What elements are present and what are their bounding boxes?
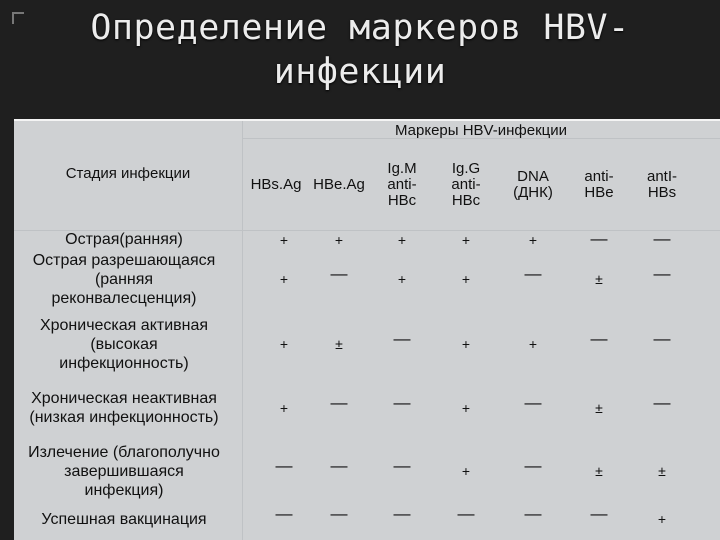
marker-value: — xyxy=(590,229,608,248)
marker-value: + xyxy=(461,463,471,479)
marker-value: — xyxy=(653,264,671,283)
marker-value: ± xyxy=(335,336,343,352)
column-header-line: HBe.Ag xyxy=(313,176,365,193)
slide-title-line-1: Определение маркеров HBV- xyxy=(90,8,630,48)
stage-label xyxy=(4,309,244,379)
stage-label xyxy=(4,249,244,309)
marker-value: + xyxy=(397,271,407,287)
stage-label xyxy=(4,437,244,505)
stage-label-line: Успешная вакцинация xyxy=(41,510,207,528)
marker-value: ± xyxy=(595,271,603,287)
stage-label-line: Хроническая неактивная xyxy=(31,390,217,407)
column-header-line: anti- xyxy=(451,176,481,193)
stage-header: Стадия инфекции xyxy=(65,164,191,182)
markers-table xyxy=(14,119,720,540)
marker-value: — xyxy=(590,329,608,348)
marker-value: + xyxy=(279,231,289,248)
stage-label-line: инфекция) xyxy=(84,481,164,499)
stage-label-line: Острая разрешающаяся xyxy=(32,251,216,269)
column-header-line: HBc xyxy=(451,192,481,209)
stage-label-line: завершившаяся xyxy=(64,462,184,480)
column-header xyxy=(435,139,497,231)
column-header-line: anti- xyxy=(584,168,614,185)
marker-value: ± xyxy=(658,463,666,479)
column-header xyxy=(246,139,306,231)
stage-label-line: (высокая xyxy=(90,335,158,353)
column-header xyxy=(502,139,564,231)
marker-value: — xyxy=(653,229,671,248)
marker-value: ± xyxy=(595,400,603,416)
marker-value: — xyxy=(653,393,671,412)
marker-value: — xyxy=(275,504,293,523)
marker-value: — xyxy=(653,329,671,348)
column-header-line: HBs xyxy=(647,184,677,201)
marker-value: — xyxy=(524,456,542,475)
column-header-line: (ДНК) xyxy=(513,184,553,201)
column-header-line: DNA xyxy=(517,168,549,185)
column-header-line: antI- xyxy=(646,168,677,185)
stage-label-line: реконвалесценция) xyxy=(51,289,197,307)
marker-value: — xyxy=(524,504,542,523)
stage-label xyxy=(4,505,244,533)
column-header-line: Ig.G xyxy=(451,160,481,177)
column-header xyxy=(568,139,630,231)
column-header xyxy=(371,139,433,231)
marker-value: — xyxy=(393,393,411,412)
slide-title xyxy=(0,6,720,94)
marker-value: — xyxy=(330,504,348,523)
marker-value: — xyxy=(330,456,348,475)
marker-value: + xyxy=(279,336,289,352)
column-header-line: anti- xyxy=(387,176,417,193)
stage-label-line: (ранняя xyxy=(94,270,154,288)
marker-value: — xyxy=(393,504,411,523)
marker-value: — xyxy=(330,393,348,412)
column-header xyxy=(631,139,693,231)
column-header-line: HBc xyxy=(387,192,417,209)
marker-value: + xyxy=(461,231,471,248)
marker-value: — xyxy=(393,329,411,348)
column-header-line: Ig.M xyxy=(387,160,417,177)
marker-value: + xyxy=(397,231,407,248)
marker-value: + xyxy=(279,400,289,416)
slide-title-line-2: инфекции xyxy=(273,52,447,92)
stage-label-line: Острая(ранняя) xyxy=(65,231,183,248)
stage-label-line: Хроническая активная xyxy=(39,316,209,334)
stage-label-line: Излечение (благополучно xyxy=(28,443,220,461)
marker-value: — xyxy=(457,504,475,523)
marker-value: + xyxy=(657,511,667,527)
stage-label-line: инфекционность) xyxy=(59,354,189,372)
marker-value: + xyxy=(461,400,471,416)
marker-value: — xyxy=(524,264,542,283)
marker-value: — xyxy=(330,264,348,283)
marker-value: + xyxy=(528,336,538,352)
group-header: Маркеры HBV-инфекции xyxy=(395,121,567,139)
marker-value: + xyxy=(279,271,289,287)
column-header xyxy=(308,139,370,231)
marker-value: + xyxy=(334,231,344,248)
marker-value: — xyxy=(393,456,411,475)
stage-label xyxy=(4,379,244,437)
column-header-line: HBe xyxy=(584,184,614,201)
column-header-line: HBs.Ag xyxy=(250,176,302,193)
stage-label xyxy=(4,230,244,249)
marker-value: — xyxy=(590,504,608,523)
marker-value: — xyxy=(275,456,293,475)
marker-value: + xyxy=(528,231,538,248)
marker-value: — xyxy=(524,393,542,412)
marker-value: + xyxy=(461,271,471,287)
marker-value: + xyxy=(461,336,471,352)
marker-value: ± xyxy=(595,463,603,479)
stage-label-line: (низкая инфекционность) xyxy=(29,409,219,426)
